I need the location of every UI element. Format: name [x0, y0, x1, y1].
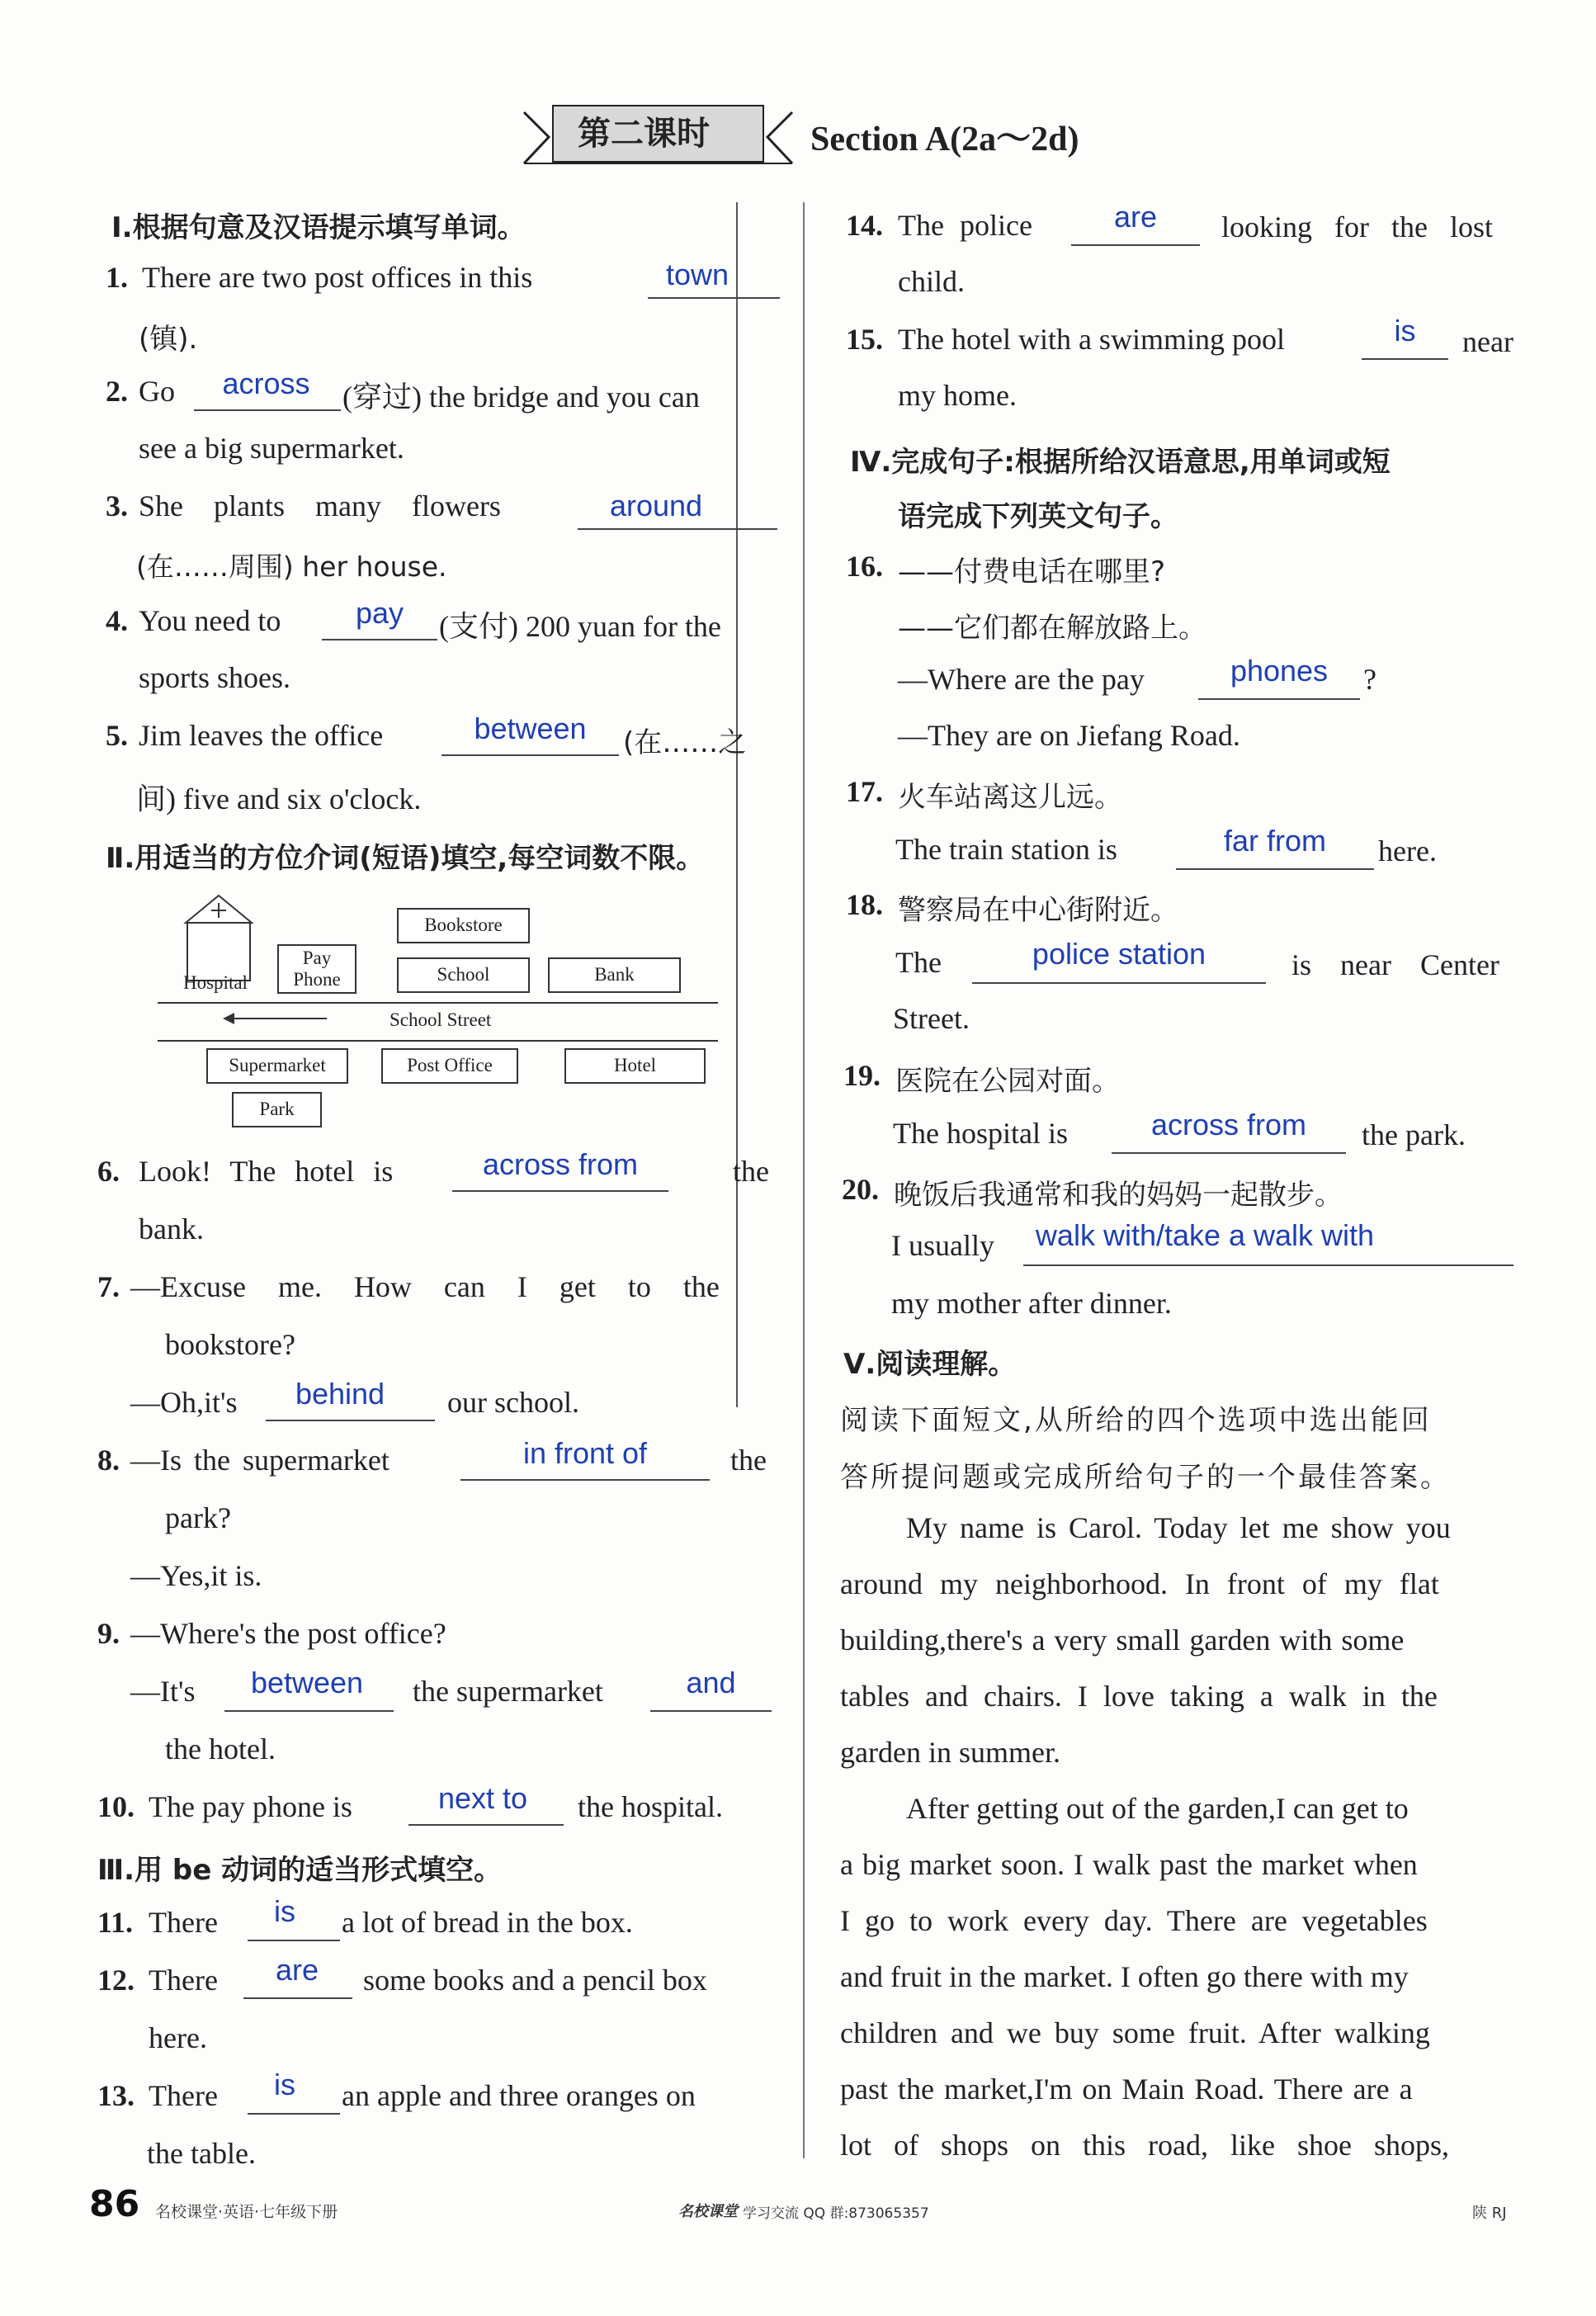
- map-supermarket: Supermarket: [206, 1048, 348, 1084]
- map-pay-phone: Pay Phone: [277, 944, 357, 994]
- q10-number: 10.: [97, 1790, 135, 1823]
- q5-answer: between: [474, 711, 587, 745]
- q15-answer: is: [1394, 314, 1416, 347]
- q1-number: 1.: [106, 261, 128, 294]
- q15-tail: my home.: [898, 379, 1017, 412]
- q18-cn: 警察局在中心街附近。: [898, 894, 1178, 927]
- part1-title: Ⅰ.根据句意及汉语提示填写单词。: [111, 211, 526, 244]
- q4-blank[interactable]: [322, 639, 437, 640]
- q1-tail: (镇).: [139, 323, 198, 356]
- q6-blank[interactable]: [452, 1190, 668, 1192]
- q6-answer: across from: [482, 1147, 639, 1181]
- q8-number: 8.: [97, 1444, 120, 1477]
- q19-blank[interactable]: [1112, 1152, 1346, 1154]
- part2-title: Ⅱ.用适当的方位介词(短语)填空,每空词数不限。: [106, 842, 705, 875]
- q9-tail: the hotel.: [165, 1732, 276, 1765]
- q10-answer: next to: [437, 1781, 528, 1815]
- p1-line2: around my neighborhood. In front of my flat: [840, 1567, 1439, 1600]
- part5-intro-line2: 答所提问题或完成所给句子的一个最佳答案。: [840, 1461, 1451, 1494]
- q7-post: our school.: [447, 1386, 579, 1419]
- q8-post: the: [730, 1444, 767, 1477]
- q12-blank[interactable]: [243, 1997, 352, 1999]
- page-number: 86: [89, 2183, 140, 2225]
- q17-post: here.: [1378, 834, 1437, 867]
- hospital-icon: [182, 891, 256, 982]
- map-street: School Street: [390, 1009, 492, 1030]
- q18-pre: The: [895, 946, 942, 979]
- q8-line3: —Yes,it is.: [130, 1559, 262, 1592]
- q9-line1: —Where's the post office?: [130, 1617, 446, 1650]
- map-bank: Bank: [548, 957, 681, 993]
- p2-line7: lot of shops on this road, like shoe shops,: [840, 2129, 1449, 2162]
- q6-post: the: [733, 1155, 769, 1188]
- q11-answer: is: [274, 1894, 295, 1928]
- q13-tail: the table.: [147, 2137, 256, 2170]
- q18-post: is near Center: [1291, 948, 1499, 981]
- q16-pre: —Where are the pay: [898, 663, 1145, 696]
- q9-number: 9.: [97, 1617, 120, 1650]
- q9-mid: the supermarket: [413, 1675, 603, 1708]
- q5-pre: Jim leaves the office: [139, 719, 384, 752]
- q2-tail: see a big supermarket.: [139, 432, 404, 465]
- q5-number: 5.: [106, 719, 128, 752]
- q15-pre: The hotel with a swimming pool: [898, 323, 1285, 356]
- q17-pre: The train station is: [895, 833, 1117, 866]
- q3-answer: around: [609, 489, 703, 522]
- q7-line1: —Excuse me. How can I get to the: [130, 1270, 720, 1303]
- street-arrow-icon: [221, 1009, 328, 1028]
- q7-number: 7.: [97, 1270, 120, 1303]
- map-park: Park: [232, 1092, 322, 1127]
- q6-tail: bank.: [139, 1212, 204, 1245]
- q3-tail: (在……周围) her house.: [136, 551, 447, 583]
- q7-answer: behind: [295, 1377, 385, 1411]
- q20-blank[interactable]: [1023, 1264, 1513, 1266]
- q14-number: 14.: [846, 209, 883, 242]
- q17-number: 17.: [846, 775, 883, 808]
- q9-blank1[interactable]: [224, 1710, 394, 1712]
- q9-pre: —It's: [130, 1675, 196, 1708]
- column-divider: [803, 202, 805, 2158]
- q1-blank[interactable]: [648, 297, 780, 299]
- lesson-title: 第二课时: [578, 115, 710, 153]
- brand-logo: 名校课堂: [678, 2203, 738, 2220]
- map-bookstore: Bookstore: [397, 908, 530, 943]
- q12-number: 12.: [97, 1964, 135, 1997]
- q16-number: 16.: [846, 550, 883, 583]
- q9-answer2: and: [686, 1666, 736, 1699]
- q17-answer: far from: [1223, 824, 1326, 858]
- q12-answer: are: [275, 1953, 319, 1987]
- q7-blank[interactable]: [266, 1420, 435, 1421]
- q7-line2: bookstore?: [165, 1328, 295, 1361]
- book-title: 名校课堂·英语·七年级下册: [155, 2203, 338, 2221]
- q8-blank[interactable]: [460, 1479, 710, 1481]
- q13-answer: is: [274, 2068, 295, 2101]
- q10-blank[interactable]: [408, 1824, 564, 1826]
- q19-cn: 医院在公园对面。: [895, 1065, 1120, 1098]
- part5-title: Ⅴ.阅读理解。: [843, 1348, 1017, 1381]
- q17-blank[interactable]: [1176, 868, 1374, 870]
- q6-number: 6.: [97, 1155, 120, 1188]
- q11-number: 11.: [97, 1906, 134, 1939]
- q6-pre: Look! The hotel is: [139, 1155, 394, 1188]
- q20-answer: walk with/take a walk with: [1035, 1218, 1375, 1252]
- q1-answer: town: [665, 258, 730, 291]
- q20-pre: I usually: [891, 1229, 994, 1262]
- q16-line4: —They are on Jiefang Road.: [898, 719, 1240, 752]
- q18-blank[interactable]: [972, 982, 1266, 984]
- q5-post: (在……之: [623, 726, 747, 759]
- q5-blank[interactable]: [441, 754, 619, 756]
- q13-number: 13.: [97, 2079, 135, 2112]
- q12-post: some books and a pencil box: [363, 1964, 707, 1997]
- q12-tail: here.: [149, 2021, 207, 2054]
- q1-text: There are two post offices in this: [142, 261, 533, 294]
- q20-cn: 晚饭后我通常和我的妈妈一起散步。: [894, 1179, 1343, 1212]
- q19-pre: The hospital is: [893, 1117, 1068, 1150]
- q2-answer: across: [222, 366, 310, 400]
- q10-pre: The pay phone is: [149, 1790, 352, 1823]
- q4-answer: pay: [355, 596, 404, 630]
- map-hotel: Hotel: [564, 1048, 706, 1084]
- q4-number: 4.: [106, 604, 128, 637]
- q15-post: near: [1462, 325, 1513, 358]
- q3-text: She plants many flowers: [139, 489, 501, 522]
- q15-number: 15.: [846, 323, 883, 356]
- street-top-line: [158, 1002, 718, 1004]
- qq-group: 学习交流 QQ 群:873065357: [743, 2205, 929, 2222]
- q8-line2: park?: [165, 1501, 231, 1534]
- q14-tail: child.: [898, 265, 965, 298]
- q18-number: 18.: [846, 888, 883, 921]
- map-post-office: Post Office: [381, 1048, 518, 1084]
- q19-number: 19.: [843, 1059, 881, 1092]
- q16-answer: phones: [1230, 654, 1329, 688]
- p2-line1: After getting out of the garden,I can get to: [906, 1792, 1409, 1825]
- map-school: School: [397, 957, 530, 993]
- p2-line5: children and we buy some fruit. After walking: [840, 2016, 1430, 2049]
- q4-pre: You need to: [139, 604, 281, 637]
- q16-blank[interactable]: [1198, 698, 1360, 700]
- section-title: Section A(2a～2d): [810, 121, 1079, 158]
- part3-title: Ⅲ.用 be 动词的适当形式填空。: [97, 1854, 503, 1887]
- q3-blank[interactable]: [578, 528, 777, 530]
- p1-line3: building,there's a very small garden with some: [840, 1624, 1405, 1657]
- part4-title-line2: 语完成下列英文句子。: [898, 500, 1178, 533]
- q11-pre: There: [149, 1906, 218, 1939]
- q20-number: 20.: [842, 1173, 879, 1206]
- q9-blank2[interactable]: [650, 1710, 772, 1712]
- q2-number: 2.: [106, 375, 128, 408]
- q13-pre: There: [149, 2079, 218, 2112]
- p2-line3: I go to work every day. There are vegetables: [840, 1904, 1428, 1937]
- q4-post: (支付) 200 yuan for the: [439, 610, 721, 643]
- q7-pre: —Oh,it's: [130, 1386, 238, 1419]
- q18-tail: Street.: [893, 1002, 970, 1035]
- part4-title-line1: Ⅳ.完成句子:根据所给汉语意思,用单词或短: [850, 446, 1391, 479]
- q17-cn: 火车站离这儿远。: [898, 781, 1122, 814]
- q9-answer1: between: [250, 1666, 364, 1699]
- q12-pre: There: [149, 1964, 218, 1997]
- edition: 陕 RJ: [1472, 2205, 1507, 2222]
- q14-blank[interactable]: [1071, 244, 1200, 246]
- q10-post: the hospital.: [578, 1790, 723, 1823]
- q14-post: looking for the lost: [1221, 210, 1493, 243]
- q19-post: the park.: [1362, 1118, 1466, 1151]
- q16-post: ?: [1363, 663, 1376, 696]
- column-divider-short: [736, 202, 738, 1407]
- q14-answer: are: [1113, 200, 1158, 234]
- q2-pre: Go: [139, 375, 175, 408]
- q13-post: an apple and three oranges on: [342, 2079, 696, 2112]
- p2-line6: past the market,I'm on Main Road. There are a: [840, 2073, 1413, 2106]
- q16-cn2: ——它们都在解放路上。: [898, 612, 1206, 645]
- p1-line1: My name is Carol. Today let me show you: [906, 1511, 1451, 1544]
- q11-blank[interactable]: [248, 1940, 340, 1941]
- q8-pre: —Is the supermarket: [130, 1444, 390, 1477]
- map-hospital: Hospital: [183, 972, 248, 993]
- q14-pre: The police: [898, 209, 1032, 242]
- q5-tail: 间) five and six o'clock.: [136, 782, 422, 815]
- q11-post: a lot of bread in the box.: [342, 1906, 633, 1939]
- p1-line5: garden in summer.: [840, 1736, 1060, 1769]
- q16-cn1: ——付费电话在哪里?: [898, 555, 1166, 588]
- p2-line2: a big market soon. I walk past the market when: [840, 1848, 1418, 1881]
- q19-answer: across from: [1150, 1108, 1307, 1141]
- p1-line4: tables and chairs. I love taking a walk in the: [840, 1680, 1438, 1713]
- street-bottom-line: [158, 1040, 718, 1042]
- q2-blank[interactable]: [194, 409, 341, 411]
- p2-line4: and fruit in the market. I often go there with my: [840, 1960, 1409, 1993]
- q18-answer: police station: [1032, 937, 1206, 971]
- q8-answer: in front of: [522, 1436, 648, 1470]
- q3-number: 3.: [106, 489, 128, 522]
- q20-tail: my mother after dinner.: [891, 1287, 1172, 1320]
- q4-tail: sports shoes.: [139, 661, 291, 694]
- q13-blank[interactable]: [248, 2113, 340, 2115]
- q15-blank[interactable]: [1362, 358, 1448, 360]
- part5-intro-line1: 阅读下面短文,从所给的四个选项中选出能回: [840, 1404, 1432, 1437]
- q2-post: (穿过) the bridge and you can: [342, 380, 700, 414]
